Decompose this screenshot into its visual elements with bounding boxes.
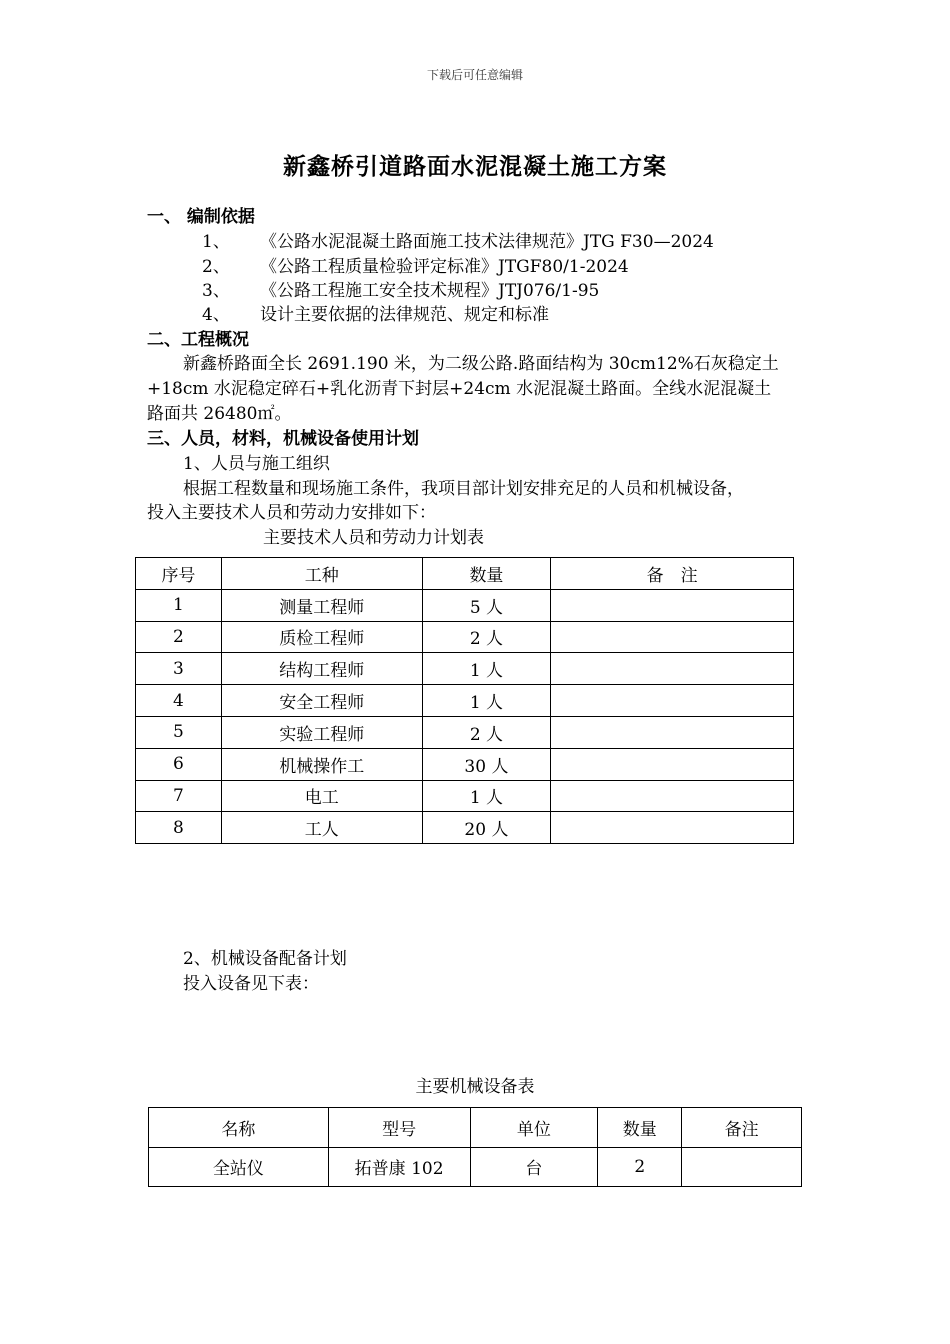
table-cell: 全站仪 (149, 1147, 329, 1187)
table-cell: 1 人 (422, 685, 551, 717)
overview-line: 路面共 26480㎡。 (147, 404, 292, 424)
table-cell: 实验工程师 (221, 716, 422, 748)
reference-text: 《公路工程施工安全技术规程》JTJ076/1-95 (260, 281, 600, 301)
table-cell (551, 621, 794, 653)
table-cell: 2 (136, 621, 222, 653)
reference-number: 2、 (202, 257, 230, 277)
column-header: 型号 (328, 1108, 470, 1148)
table-cell: 1 人 (422, 653, 551, 685)
table-cell: 3 (136, 653, 222, 685)
column-header: 序号 (136, 558, 222, 590)
column-header: 备 注 (551, 558, 794, 590)
table-row (136, 589, 794, 621)
reference-number: 3、 (202, 281, 230, 301)
document-title: 新鑫桥引道路面水泥混凝土施工方案 (283, 153, 667, 180)
labor-plan-table (135, 557, 794, 844)
reference-text: 设计主要依据的法律规范、规定和标准 (260, 305, 549, 325)
table-row (136, 748, 794, 780)
reference-number: 4、 (202, 305, 230, 325)
table-cell: 结构工程师 (221, 653, 422, 685)
table-cell: 台 (470, 1147, 598, 1187)
table-cell (682, 1147, 802, 1187)
column-header: 单位 (470, 1108, 598, 1148)
reference-item (202, 300, 549, 325)
overview-line: +18cm 水泥稳定碎石+乳化沥青下封层+24cm 水泥混凝土路面。全线水泥混凝土 (147, 379, 772, 399)
table-cell (551, 780, 794, 812)
table-cell: 安全工程师 (221, 685, 422, 717)
table-header-row (136, 558, 794, 590)
table-cell: 8 (136, 812, 222, 844)
table-cell: 质检工程师 (221, 621, 422, 653)
table-row (136, 716, 794, 748)
table-cell (551, 653, 794, 685)
table-cell (551, 812, 794, 844)
table-cell (551, 748, 794, 780)
table-row (136, 812, 794, 844)
table-cell: 20 人 (422, 812, 551, 844)
reference-text: 《公路工程质量检验评定标准》JTGF80/1-2024 (260, 257, 629, 277)
section2-heading: 二、工程概况 (147, 330, 249, 350)
table-cell: 电工 (221, 780, 422, 812)
table-cell: 2 人 (422, 621, 551, 653)
table-cell: 7 (136, 780, 222, 812)
table-cell (551, 589, 794, 621)
reference-text: 《公路水泥混凝土路面施工技术法律规范》JTG F30—2024 (260, 232, 714, 252)
table-cell: 6 (136, 748, 222, 780)
table-row (136, 653, 794, 685)
table-cell: 拓普康 102 (328, 1147, 470, 1187)
overview-line: 新鑫桥路面全长 2691.190 米，为二级公路.路面结构为 30cm12%石灰稳定土 (183, 354, 779, 374)
section1-heading: 一、 编制依据 (147, 207, 255, 227)
table-cell: 工人 (221, 812, 422, 844)
table-row (136, 621, 794, 653)
table-cell: 4 (136, 685, 222, 717)
table-cell: 测量工程师 (221, 589, 422, 621)
table-cell: 机械操作工 (221, 748, 422, 780)
table-cell: 5 (136, 716, 222, 748)
table-row (149, 1147, 802, 1187)
column-header: 工种 (221, 558, 422, 590)
column-header: 数量 (598, 1108, 682, 1148)
table-cell: 2 (598, 1147, 682, 1187)
reference-number: 1、 (202, 232, 230, 252)
table1-caption: 主要技术人员和劳动力计划表 (263, 528, 484, 548)
subsection-personnel: 1、人员与施工组织 (183, 454, 330, 474)
table-cell (551, 685, 794, 717)
table-cell (551, 716, 794, 748)
subsection-equipment: 2、机械设备配备计划 (183, 949, 347, 969)
table-header-row (149, 1108, 802, 1148)
personnel-paragraph-line: 根据工程数量和现场施工条件，我项目部计划安排充足的人员和机械设备， (183, 479, 744, 499)
equipment-table (148, 1107, 802, 1187)
table-cell: 1 (136, 589, 222, 621)
column-header: 备注 (682, 1108, 802, 1148)
column-header: 数量 (422, 558, 551, 590)
reference-item (202, 252, 629, 277)
table-cell: 5 人 (422, 589, 551, 621)
table2-caption: 主要机械设备表 (415, 1077, 535, 1097)
column-header: 名称 (149, 1108, 329, 1148)
reference-item (202, 276, 599, 301)
table-cell: 1 人 (422, 780, 551, 812)
table-row (136, 780, 794, 812)
table-cell: 30 人 (422, 748, 551, 780)
table-row (136, 685, 794, 717)
reference-item (202, 227, 714, 252)
personnel-paragraph-line: 投入主要技术人员和劳动力安排如下： (147, 503, 436, 523)
equipment-intro: 投入设备见下表： (183, 974, 319, 994)
header-note: 下载后可任意编辑 (426, 68, 523, 82)
table-cell: 2 人 (422, 716, 551, 748)
section3-heading: 三、人员，材料，机械设备使用计划 (147, 429, 419, 449)
